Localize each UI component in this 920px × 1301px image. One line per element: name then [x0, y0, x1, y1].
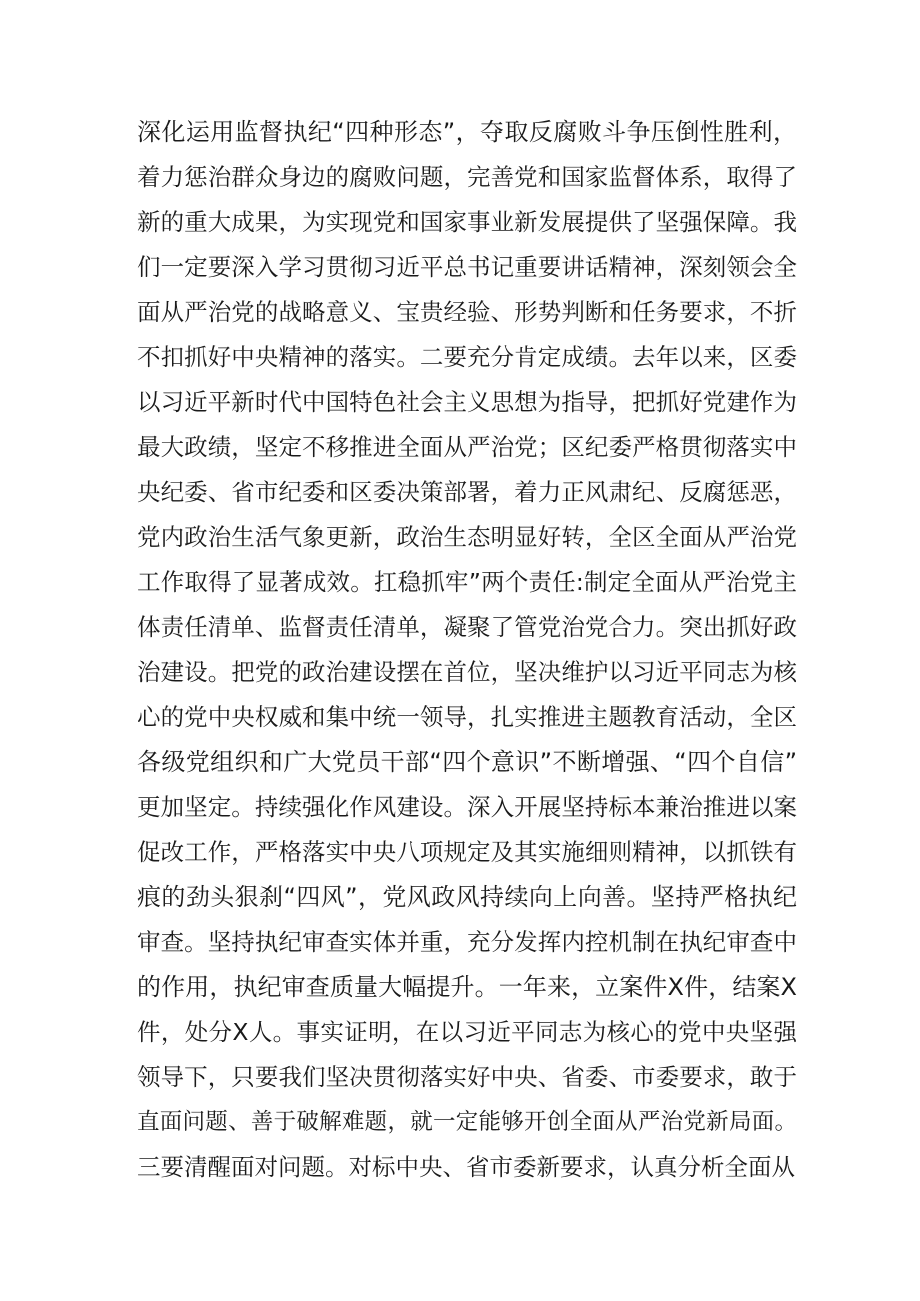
- text-line: 审查。坚持执纪审查实体并重，充分发挥内控机制在执纪审查中: [137, 928, 797, 956]
- text-line: 更加坚定。持续强化作风建设。深入开展坚持标本兼治推进以案: [137, 793, 797, 821]
- text-line: 治建设。把党的政治建设摆在首位，坚决维护以习近平同志为核: [137, 658, 797, 686]
- text-line: 党内政治生活气象更新，政治生态明显好转，全区全面从严治党: [137, 523, 797, 551]
- text-line: 促改工作，严格落实中央八项规定及其实施细则精神，以抓铁有: [137, 838, 797, 866]
- text-line: 心的党中央权威和集中统一领导，扎实推进主题教育活动，全区: [137, 703, 797, 731]
- text-line: 工作取得了显著成效。扛稳抓牢”两个责任:制定全面从严治党主: [137, 568, 797, 596]
- text-line: 三要清醒面对问题。对标中央、省市委新要求，认真分析全面从: [137, 1153, 795, 1181]
- text-line: 件，处分X人。事实证明，在以习近平同志为核心的党中央坚强: [137, 1018, 797, 1046]
- text-line: 新的重大成果，为实现党和国家事业新发展提供了坚强保障。我: [137, 208, 797, 236]
- body-text: [137, 110, 797, 1190]
- text-line: 着力惩治群众身边的腐败问题，完善党和国家监督体系，取得了: [137, 163, 797, 191]
- text-line: 以习近平新时代中国特色社会主义思想为指导，把抓好党建作为: [137, 388, 797, 416]
- text-line: 领导下，只要我们坚决贯彻落实好中央、省委、市委要求，敢于: [137, 1063, 797, 1091]
- text-line: 直面问题、善于破解难题，就一定能够开创全面从严治党新局面。: [137, 1109, 797, 1135]
- text-line: 面从严治党的战略意义、宝贵经验、形势判断和任务要求，不折: [137, 298, 797, 326]
- text-line: 央纪委、省市纪委和区委决策部署，着力正风肃纪、反腐惩恶，: [137, 478, 797, 506]
- text-line: 们一定要深入学习贯彻习近平总书记重要讲话精神，深刻领会全: [137, 253, 797, 281]
- text-line: 体责任清单、监督责任清单，凝聚了管党治党合力。突出抓好政: [137, 613, 797, 641]
- text-line: 深化运用监督执纪“四种形态”，夺取反腐败斗争压倒性胜利，: [137, 118, 797, 146]
- text-line: 的作用，执纪审查质量大幅提升。一年来，立案件X件，结案X: [137, 973, 797, 1001]
- text-line: 痕的劲头狠刹“四风”，党风政风持续向上向善。坚持严格执纪: [137, 883, 797, 911]
- text-line: 最大政绩，坚定不移推进全面从严治党；区纪委严格贯彻落实中: [137, 433, 797, 461]
- text-line: 不扣抓好中央精神的落实。二要充分肯定成绩。去年以来，区委: [137, 343, 797, 371]
- text-line: 各级党组织和广大党员干部“四个意识”不断增强、“四个自信”: [137, 748, 797, 776]
